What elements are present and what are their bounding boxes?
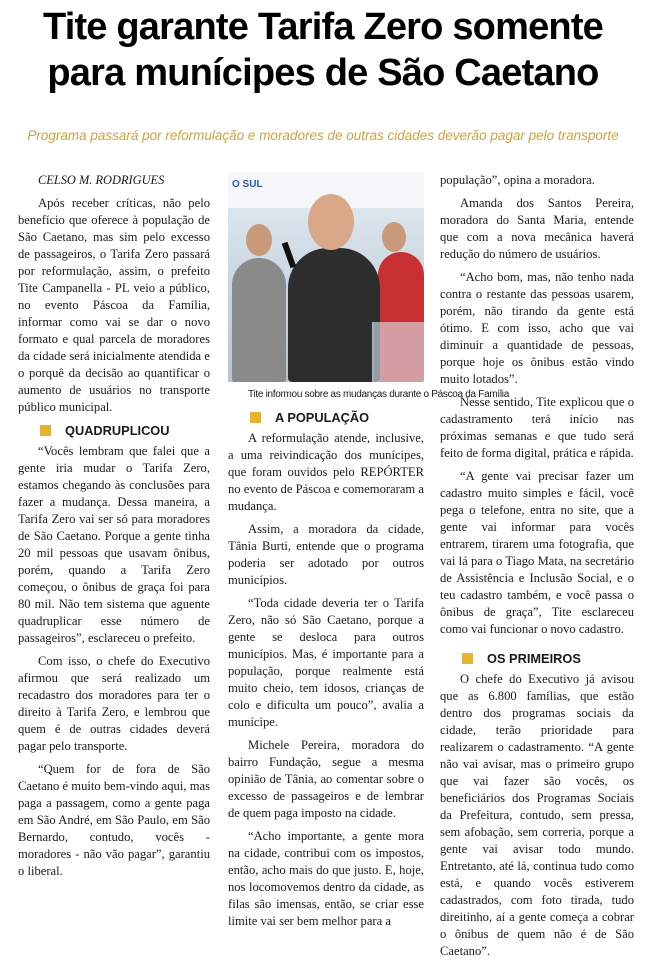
paragraph: “Acho bom, mas, não tenho nada contra o restante das pessoas usarem, porém, não tirando da gente está ótimo. E com isso, acho que vai diminuir a quantidade de pessoas, porque hoje os ônibus estão vindo muito lotados”. (440, 270, 634, 386)
column-1 (18, 172, 210, 886)
speaker-head (308, 194, 354, 250)
section-heading (228, 409, 424, 426)
section-title: A POPULAÇÃO (275, 410, 370, 425)
paragraph: Michele Pereira, moradora do bairro Fundação, segue a mesma opinião de Tânia, ao comentar sobre o excesso de passageiros e de lembrar de quem paga imposto na cidade. (228, 738, 424, 820)
banner-text: O SUL (232, 179, 263, 190)
paragraph: Assim, a moradora da cidade, Tânia Burti, entende que o programa poderia ser adotado por outros municípios. (228, 522, 424, 587)
paragraph: O chefe do Executivo já avisou que as 6.800 famílias, que estão dentro dos programas sociais da cidade, terão prioridade para realizarem o cadastramento. “A gente não vai avisar, mas o primeiro grupo que vai fazer são vocês, os beneficiários dos Programas Sociais da Prefeitura, contudo, sem pressa, sem afobação, sem correria, porque a gente vai avisar todo mundo. Entretanto, até lá, continua tudo como está, e quando vocês estiverem cadastrados, com foto tirada, tudo direitinho, aí a gente começa a cobrar o ônibus de quem não é de São Caetano”. (440, 672, 634, 958)
square-marker-icon (462, 653, 473, 664)
section-heading (440, 650, 634, 667)
square-marker-icon (250, 412, 261, 423)
column-2 (228, 172, 509, 936)
headline-line-1: Tite garante Tarifa Zero somente (42, 6, 604, 48)
column-3 (440, 172, 634, 966)
paragraph: Com isso, o chefe do Executivo afirmou que será realizado um recadastro dos moradores para ter o direito à Tarifa Zero, e lembrou que quem é de outras cidades deverá pagar pelo transporte. (18, 654, 210, 753)
paragraph: Após receber críticas, não pelo benefício que oferece à população de São Caetano, mas sim pelo excesso de passageiros, o Tarifa Zero passará por reformulação, assim, o prefeito Tite Campanella - PL veio a público, no evento Páscoa da Família, informar como vai se dar o novo formato e qual parcela de moradores da cidade será inicialmente atendida e o porquê da decisão ao quantificar o aumento de usuários no transporte público municipal. (18, 196, 210, 414)
microphone-icon (282, 242, 297, 268)
paragraph: “Toda cidade deveria ter o Tarifa Zero, não só São Caetano, porque a gente se desloca para outros municípios. Mas, é importante para a população, porque realmente está muito cheio, tem idosos, crianças de colo e dificulta um pouco”, avalia a munícipe. (228, 596, 424, 729)
paragraph: “Acho importante, a gente mora na cidade, contribui com os impostos, então, acho mais do que justo. E, hoje, nos locomovemos dentro da cidade, as filas são imensas, então, se criar esse limite vai ser bem melhor para a (228, 829, 424, 928)
section-title: QUADRUPLICOU (65, 423, 170, 438)
paragraph: Amanda dos Santos Pereira, moradora do Santa Maria, entende que com a nova mecânica haverá redução do número de usuários. (440, 196, 634, 261)
paragraph: Nesse sentido, Tite explicou que o cadastramento terá início nas próximas semanas e que tudo será feito de forma digital, prática e rápida. (440, 395, 634, 460)
paragraph: A reformulação atende, inclusive, a uma reivindicação dos munícipes, que foram ouvidos pelo REPÓRTER no evento de Páscoa e comemoraram a mudança. (228, 431, 424, 513)
event-photo (228, 172, 424, 382)
deck-subtitle: Programa passará por reformulação e moradores de outras cidades deverão pagar pelo transporte (27, 128, 619, 143)
headline (0, 4, 646, 96)
person-left (232, 258, 286, 382)
headline-line-2: para munícipes de São Caetano (47, 52, 599, 94)
section-title: OS PRIMEIROS (487, 651, 581, 666)
paragraph: população”, opina a moradora. (440, 173, 595, 187)
photo-caption: Tite informou sobre as mudanças durante o Páscoa da Família (248, 389, 509, 400)
person-right-head (382, 222, 406, 252)
speaker-body (288, 248, 380, 382)
paragraph: “Vocês lembram que falei que a gente iria mudar o Tarifa Zero, estamos chegando às conclusões para fazer a mudança. Dessa maneira, a Tarifa Zero vai ser só para moradores de São Caetano. Porque a gente tinha 20 mil pessoas que usavam ônibus, porém, quando a Tarifa Zero começou, o ônibus de graça foi para 80 mil. Não tem sistema que aguente quadruplicar esse número de passageiros”, esclareceu o prefeito. (18, 444, 210, 645)
paragraph: “A gente vai precisar fazer um cadastro muito simples e fácil, você pega o telefone, entra no site, que a gente vai informar para vocês entrarem, tirarem uma fotografia, que vai lá para o Tiago Mata, na secretário de Assistência e Inclusão Social, e o teu cadastro também, e você passa o ônibus de graça”, Tite esclareceu como vai funcionar o novo cadastro. (440, 469, 634, 636)
paragraph: “Quem for de fora de São Caetano é muito bem-vindo aqui, mas paga a passagem, como a gente paga em São André, em São Paulo, em São Bernardo, contudo, vocês - moradores - não vão pagar”, garantiu o liberal. (18, 762, 210, 878)
podium (372, 322, 424, 382)
person-left-head (246, 224, 272, 256)
byline: CELSO M. RODRIGUES (38, 173, 165, 187)
section-heading (18, 422, 210, 439)
square-marker-icon (40, 425, 51, 436)
